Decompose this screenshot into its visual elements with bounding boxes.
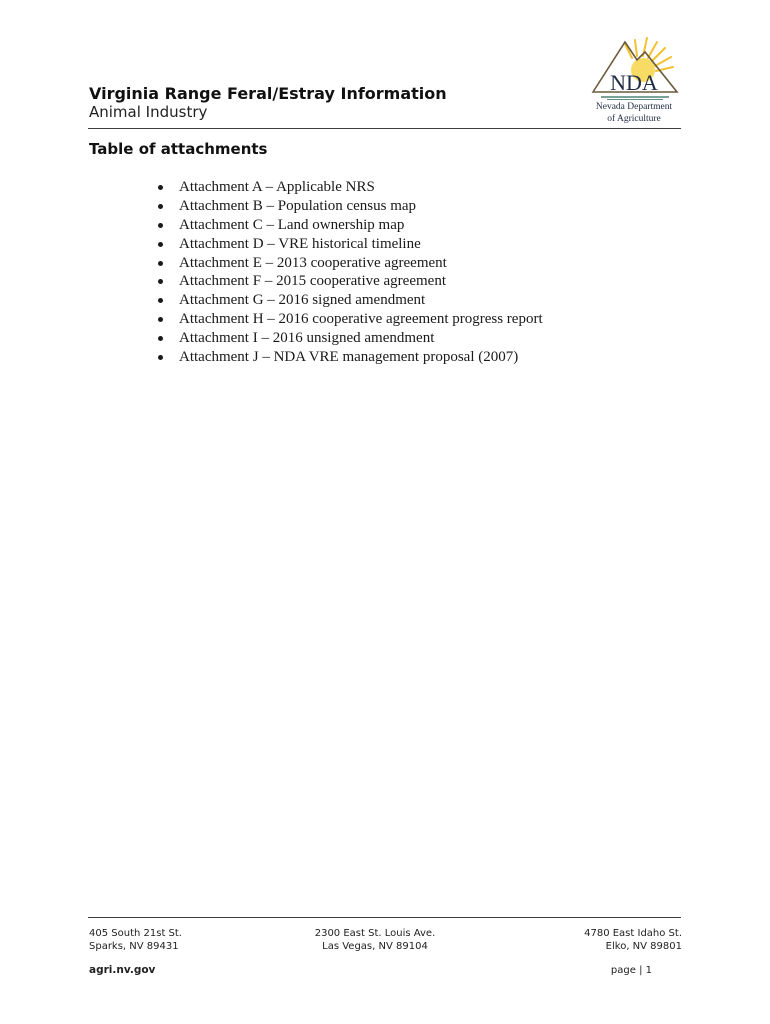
attachment-label: Attachment A – Applicable NRS [179,179,375,195]
address-line: Sparks, NV 89431 [89,941,179,952]
bullet-icon [158,336,163,341]
document-subtitle: Animal Industry [89,103,208,121]
address-line: Elko, NV 89801 [605,941,682,952]
list-item [155,329,543,348]
footer-address-elko [560,927,682,953]
header-divider [88,128,681,129]
bullet-icon [158,261,163,266]
address-line: 2300 East St. Louis Ave. [314,928,436,939]
list-item [155,348,543,367]
list-item [155,291,543,310]
address-line: 405 South 21st St. [89,928,182,939]
document-title: Virginia Range Feral/Estray Information [89,84,447,103]
list-item [155,254,543,273]
nda-logo [585,30,683,126]
section-heading: Table of attachments [89,140,268,158]
bullet-icon [158,242,163,247]
attachment-label: Attachment I – 2016 unsigned amendment [179,330,435,347]
attachment-label: Attachment H – 2016 cooperative agreement progress report [179,311,543,328]
attachment-label: Attachment D – VRE historical timeline [179,235,421,252]
list-item [155,197,543,216]
list-item [155,310,543,329]
list-item [155,178,543,197]
list-item [155,235,543,254]
attachment-label: Attachment E – 2013 cooperative agreement [179,254,447,271]
footer-address-las-vegas [300,927,450,953]
attachment-list [155,178,543,367]
attachment-label: Attachment G – 2016 signed amendment [179,292,426,309]
website-link[interactable]: agri.nv.gov [89,964,156,976]
address-line: 4780 East Idaho St. [584,928,682,939]
logo-org-line1: Nevada Department [595,102,673,112]
bullet-icon [158,298,163,303]
bullet-icon [158,223,163,228]
logo-org-line2: of Agriculture [607,114,661,124]
bullet-icon [158,355,163,360]
list-item [155,272,543,291]
attachment-label: Attachment F – 2015 cooperative agreement [179,273,446,290]
bullet-icon [158,279,163,284]
attachment-label: Attachment B – Population census map [179,197,417,214]
bullet-icon [158,317,163,322]
footer-address-sparks [89,927,182,953]
attachment-label: Attachment C – Land ownership map [179,216,405,233]
bullet-icon [158,204,163,209]
list-item [155,216,543,235]
address-line: Las Vegas, NV 89104 [322,941,428,952]
attachment-label: Attachment J – NDA VRE management proposal (2007) [179,349,519,366]
bullet-icon [158,185,163,190]
page-number: page | 1 [610,965,652,976]
footer-divider [88,917,681,918]
logo-acronym: NDA [610,70,658,95]
